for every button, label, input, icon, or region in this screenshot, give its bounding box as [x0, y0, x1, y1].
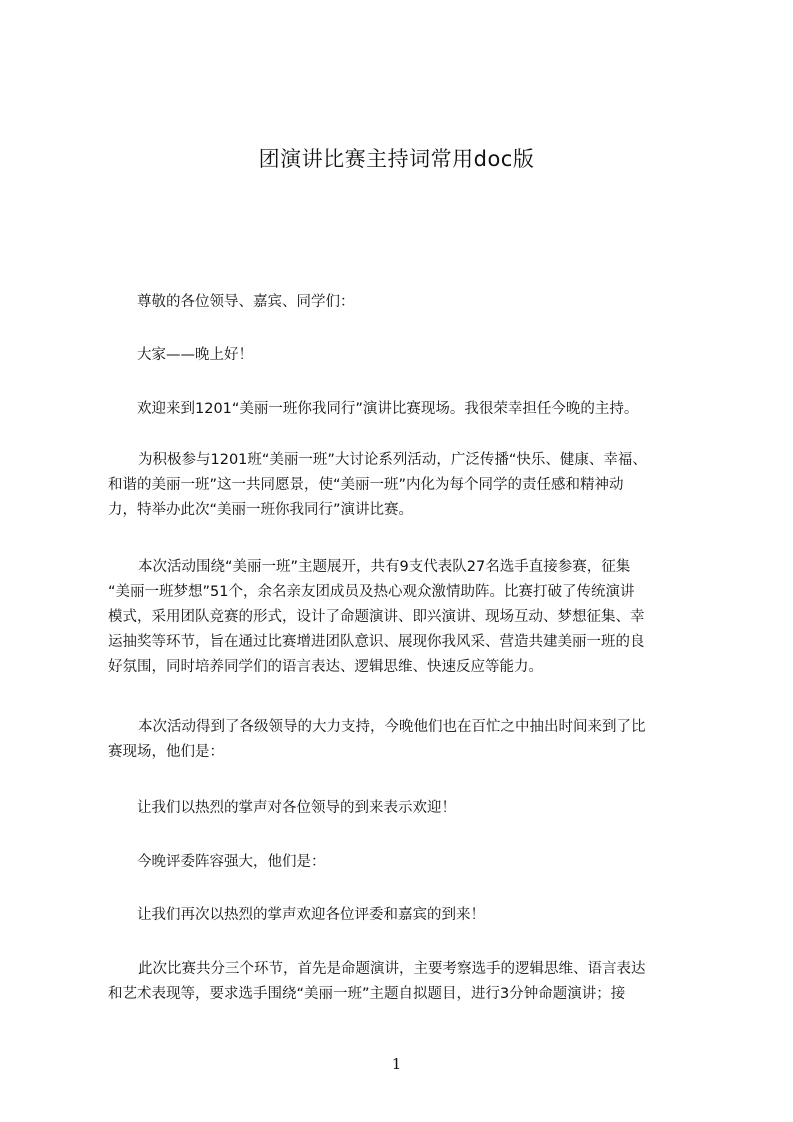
text-line: 今晚评委阵容强大，他们是： [137, 854, 326, 870]
page-number: 1 [391, 1055, 402, 1073]
paragraph-activity [108, 555, 645, 680]
text-line: 欢迎来到1201“美丽一班你我同行”演讲比赛现场。我很荣幸担任今晚的主持。 [137, 401, 639, 417]
paragraph-good-evening [137, 343, 253, 368]
paragraph-welcome [137, 397, 638, 422]
paragraph-purpose [108, 448, 647, 523]
text-line: 好氛围，同时培养同学们的语言表达、逻辑思维、快速反应等能力。 [108, 659, 543, 675]
text-line: 运抽奖等环节，旨在通过比赛增进团队意识、展现你我风采、营造共建美丽一班的良 [108, 634, 645, 650]
paragraph-judges [137, 850, 326, 875]
text-line: 本次活动得到了各级领导的大力支持，今晚他们也在百忙之中抽出时间来到了比 [138, 719, 646, 735]
text-line: 为积极参与1201班“美丽一班”大讨论系列活动，广泛传播“快乐、健康、幸福、 [138, 452, 647, 468]
text-line: 让我们再次以热烈的掌声欢迎各位评委和嘉宾的到来！ [137, 907, 485, 923]
paragraph-greeting [137, 290, 355, 315]
paragraph-applause-leaders [137, 796, 456, 821]
text-line: 此次比赛共分三个环节，首先是命题演讲，主要考察选手的逻辑思维、语言表达 [138, 961, 646, 977]
text-line: 大家——晚上好！ [137, 347, 253, 363]
paragraph-applause-judges [137, 903, 485, 928]
text-line: 力，特举办此次“美丽一班你我同行”演讲比赛。 [108, 502, 414, 518]
paragraph-sections [108, 957, 646, 1007]
text-line: 尊敬的各位领导、嘉宾、同学们： [137, 294, 355, 310]
document-title: 团演讲比赛主持词常用doc版 [258, 147, 535, 171]
text-line: 让我们以热烈的掌声对各位领导的到来表示欢迎！ [137, 800, 456, 816]
paragraph-leaders [108, 715, 646, 765]
text-line: 本次活动围绕“美丽一班”主题展开，共有9支代表队27名选手直接参赛，征集 [138, 559, 631, 575]
text-line: “美丽一班梦想”51个，余名亲友团成员及热心观众激情助阵。比赛打破了传统演讲 [108, 584, 635, 600]
text-line: 和谐的美丽一班”这一共同愿景，使“美丽一班”内化为每个同学的责任感和精神动 [108, 477, 624, 493]
text-line: 和艺术表现等，要求选手围绕“美丽一班”主题自拟题目，进行3分钟命题演讲；接 [108, 986, 626, 1002]
text-line: 赛现场，他们是： [108, 744, 224, 760]
text-line: 模式，采用团队竞赛的形式，设计了命题演讲、即兴演讲、现场互动、梦想征集、幸 [108, 609, 645, 625]
